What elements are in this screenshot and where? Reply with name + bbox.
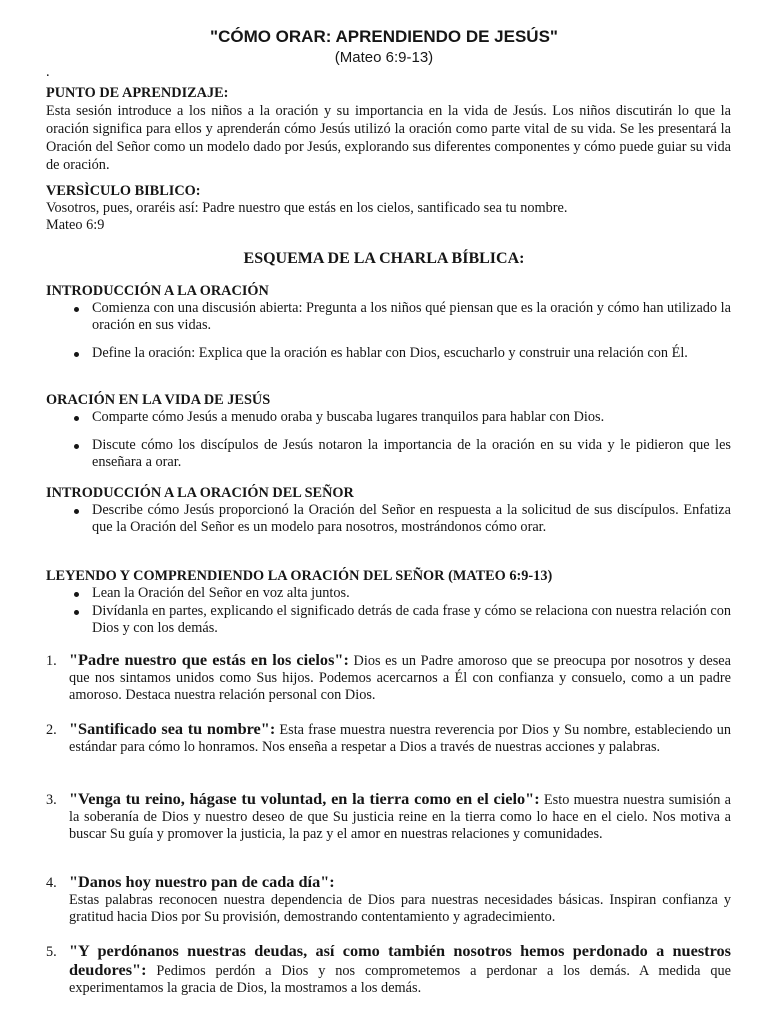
prayer-phrase-item — [46, 942, 731, 997]
prayer-phrase-explanation: Estas palabras reconocen nuestra dependencia de Dios para nuestras necesidades básicas. Inspiran confianza y gratitud hacia Dios por Su provisión, demostrando contentamiento y agradecimiento. — [69, 892, 731, 925]
prayer-phrase-explanation: Esta frase muestra nuestra reverencia por Dios y Su nombre, estableciendo un estándar para cómo lo honramos. Nos enseña a respetar a Dios a través de nuestras acciones y palabras. — [69, 722, 731, 755]
verse-reference: Mateo 6:9 — [46, 217, 105, 233]
section-heading: INTRODUCCIÓN A LA ORACIÓN — [46, 283, 269, 299]
bullet-text: Divídanla en partes, explicando el significado detrás de cada frase y cómo se relaciona con nuestra relación con Dios y con los demás. — [92, 603, 731, 636]
prayer-phrase: "Danos hoy nuestro pan de cada día": — [69, 872, 335, 891]
verse-block — [46, 200, 731, 234]
prayer-phrase: "Venga tu reino, hágase tu voluntad, en la tierra como en el cielo": — [69, 789, 540, 808]
item-number: 4. — [46, 875, 57, 891]
bullet-item — [46, 603, 731, 637]
item-body — [69, 790, 731, 843]
item-body — [69, 720, 731, 756]
prayer-phrase: "Padre nuestro que estás en los cielos": — [69, 650, 349, 669]
bullet-item — [46, 585, 731, 602]
item-body — [69, 651, 731, 704]
bullet-text: Comparte cómo Jesús a menudo oraba y buscaba lugares tranquilos para hablar con Dios. — [92, 409, 605, 425]
item-number: 2. — [46, 722, 57, 738]
outline-heading: ESQUEMA DE LA CHARLA BÍBLICA: — [243, 250, 525, 267]
prayer-phrase-item — [46, 790, 731, 843]
verse-heading: VERSÌCULO BIBLICO: — [46, 183, 201, 199]
item-number: 1. — [46, 653, 57, 669]
section-reading-lords-prayer — [46, 567, 731, 637]
bullet-item — [46, 300, 731, 334]
bullet-icon — [74, 416, 79, 421]
bullet-item — [46, 345, 731, 362]
prayer-phrase-explanation: Dios es un Padre amoroso que se preocupa por nosotros y desea que nos sintamos unidos como Sus hijos. Podemos acercarnos a Él con confianza y consuelo, como a un padre amoroso. Destaca nuestra relación personal con Dios. — [69, 653, 731, 703]
prayer-phrase: "Santificado sea tu nombre": — [69, 719, 276, 738]
prayer-phrase-item — [46, 873, 731, 926]
verse-text: Vosotros, pues, oraréis así: Padre nuestro que estás en los cielos, santificado sea tu nombre. — [46, 200, 568, 216]
section-prayer-in-jesus-life — [46, 391, 731, 471]
bullet-text: Describe cómo Jesús proporcionó la Oración del Señor en respuesta a la solicitud de sus discípulos. Enfatiza que la Oración del Señor es un modelo para nosotros, mostrándonos cómo orar. — [92, 502, 731, 535]
section-heading: LEYENDO Y COMPRENDIENDO LA ORACIÓN DEL SEÑOR (MATEO 6:9-13) — [46, 568, 553, 584]
bullet-icon — [74, 610, 79, 615]
bullet-item — [46, 502, 731, 536]
bullet-text: Discute cómo los discípulos de Jesús notaron la importancia de la oración en su vida y le pidieron que les enseñara a orar. — [92, 437, 731, 470]
prayer-phrase-item — [46, 651, 731, 704]
document-subtitle: (Mateo 6:9-13) — [334, 49, 434, 66]
bullet-icon — [74, 592, 79, 597]
item-number: 5. — [46, 944, 57, 960]
prayer-phrase-explanation: Esto muestra nuestra sumisión a la soberanía de Dios y nuestro deseo de que Su justicia reine en la tierra como lo hace en el cielo. Nos motiva a buscar Su guía y promover la justicia, la paz y el amor en nuestras relaciones y comunidades. — [69, 792, 731, 842]
learning-point-heading: PUNTO DE APRENDIZAJE: — [46, 85, 229, 101]
bullet-text: Lean la Oración del Señor en voz alta juntos. — [92, 585, 350, 601]
bullet-text: Define la oración: Explica que la oración es hablar con Dios, escucharlo y construir una relación con Él. — [92, 345, 688, 361]
item-body — [69, 873, 731, 926]
prayer-phrase-item — [46, 720, 731, 756]
item-body — [69, 942, 731, 997]
bullet-text: Comienza con una discusión abierta: Pregunta a los niños qué piensan que es la oración y cómo han utilizado la oración en sus vidas. — [92, 300, 731, 333]
prayer-phrase-explanation: Pedimos perdón a Dios y nos comprometemos a perdonar a los demás. A medida que experimentamos la gracia de Dios, la mostramos a los demás. — [69, 963, 731, 996]
document-title: "CÓMO ORAR: APRENDIENDO DE JESÚS" — [210, 27, 558, 46]
section-heading: INTRODUCCIÓN A LA ORACIÓN DEL SEÑOR — [46, 485, 354, 501]
bullet-icon — [74, 307, 79, 312]
prayer-phrase: "Y perdónanos nuestras deudas, así como también nosotros hemos perdonado a nuestros deudores": — [69, 941, 731, 979]
learning-point-text: Esta sesión introduce a los niños a la oración y su importancia en la vida de Jesús. Los niños discutirán lo que la oración significa para ellos y aprenderán cómo Jesús utilizó la oración como parte vital de su vida. Se les presentará la Oración del Señor como un modelo dado por Jesús, explorando sus diferentes componentes y cómo puede guiar su vida de oración. — [46, 103, 731, 173]
bullet-icon — [74, 509, 79, 514]
stray-mark: . — [46, 64, 50, 80]
section-heading: ORACIÓN EN LA VIDA DE JESÚS — [46, 392, 271, 408]
section-intro-lords-prayer — [46, 484, 731, 536]
section-intro-prayer — [46, 282, 731, 362]
bullet-item — [46, 409, 731, 426]
bullet-icon — [74, 352, 79, 357]
item-number: 3. — [46, 792, 57, 808]
bullet-item — [46, 437, 731, 471]
bullet-icon — [74, 444, 79, 449]
